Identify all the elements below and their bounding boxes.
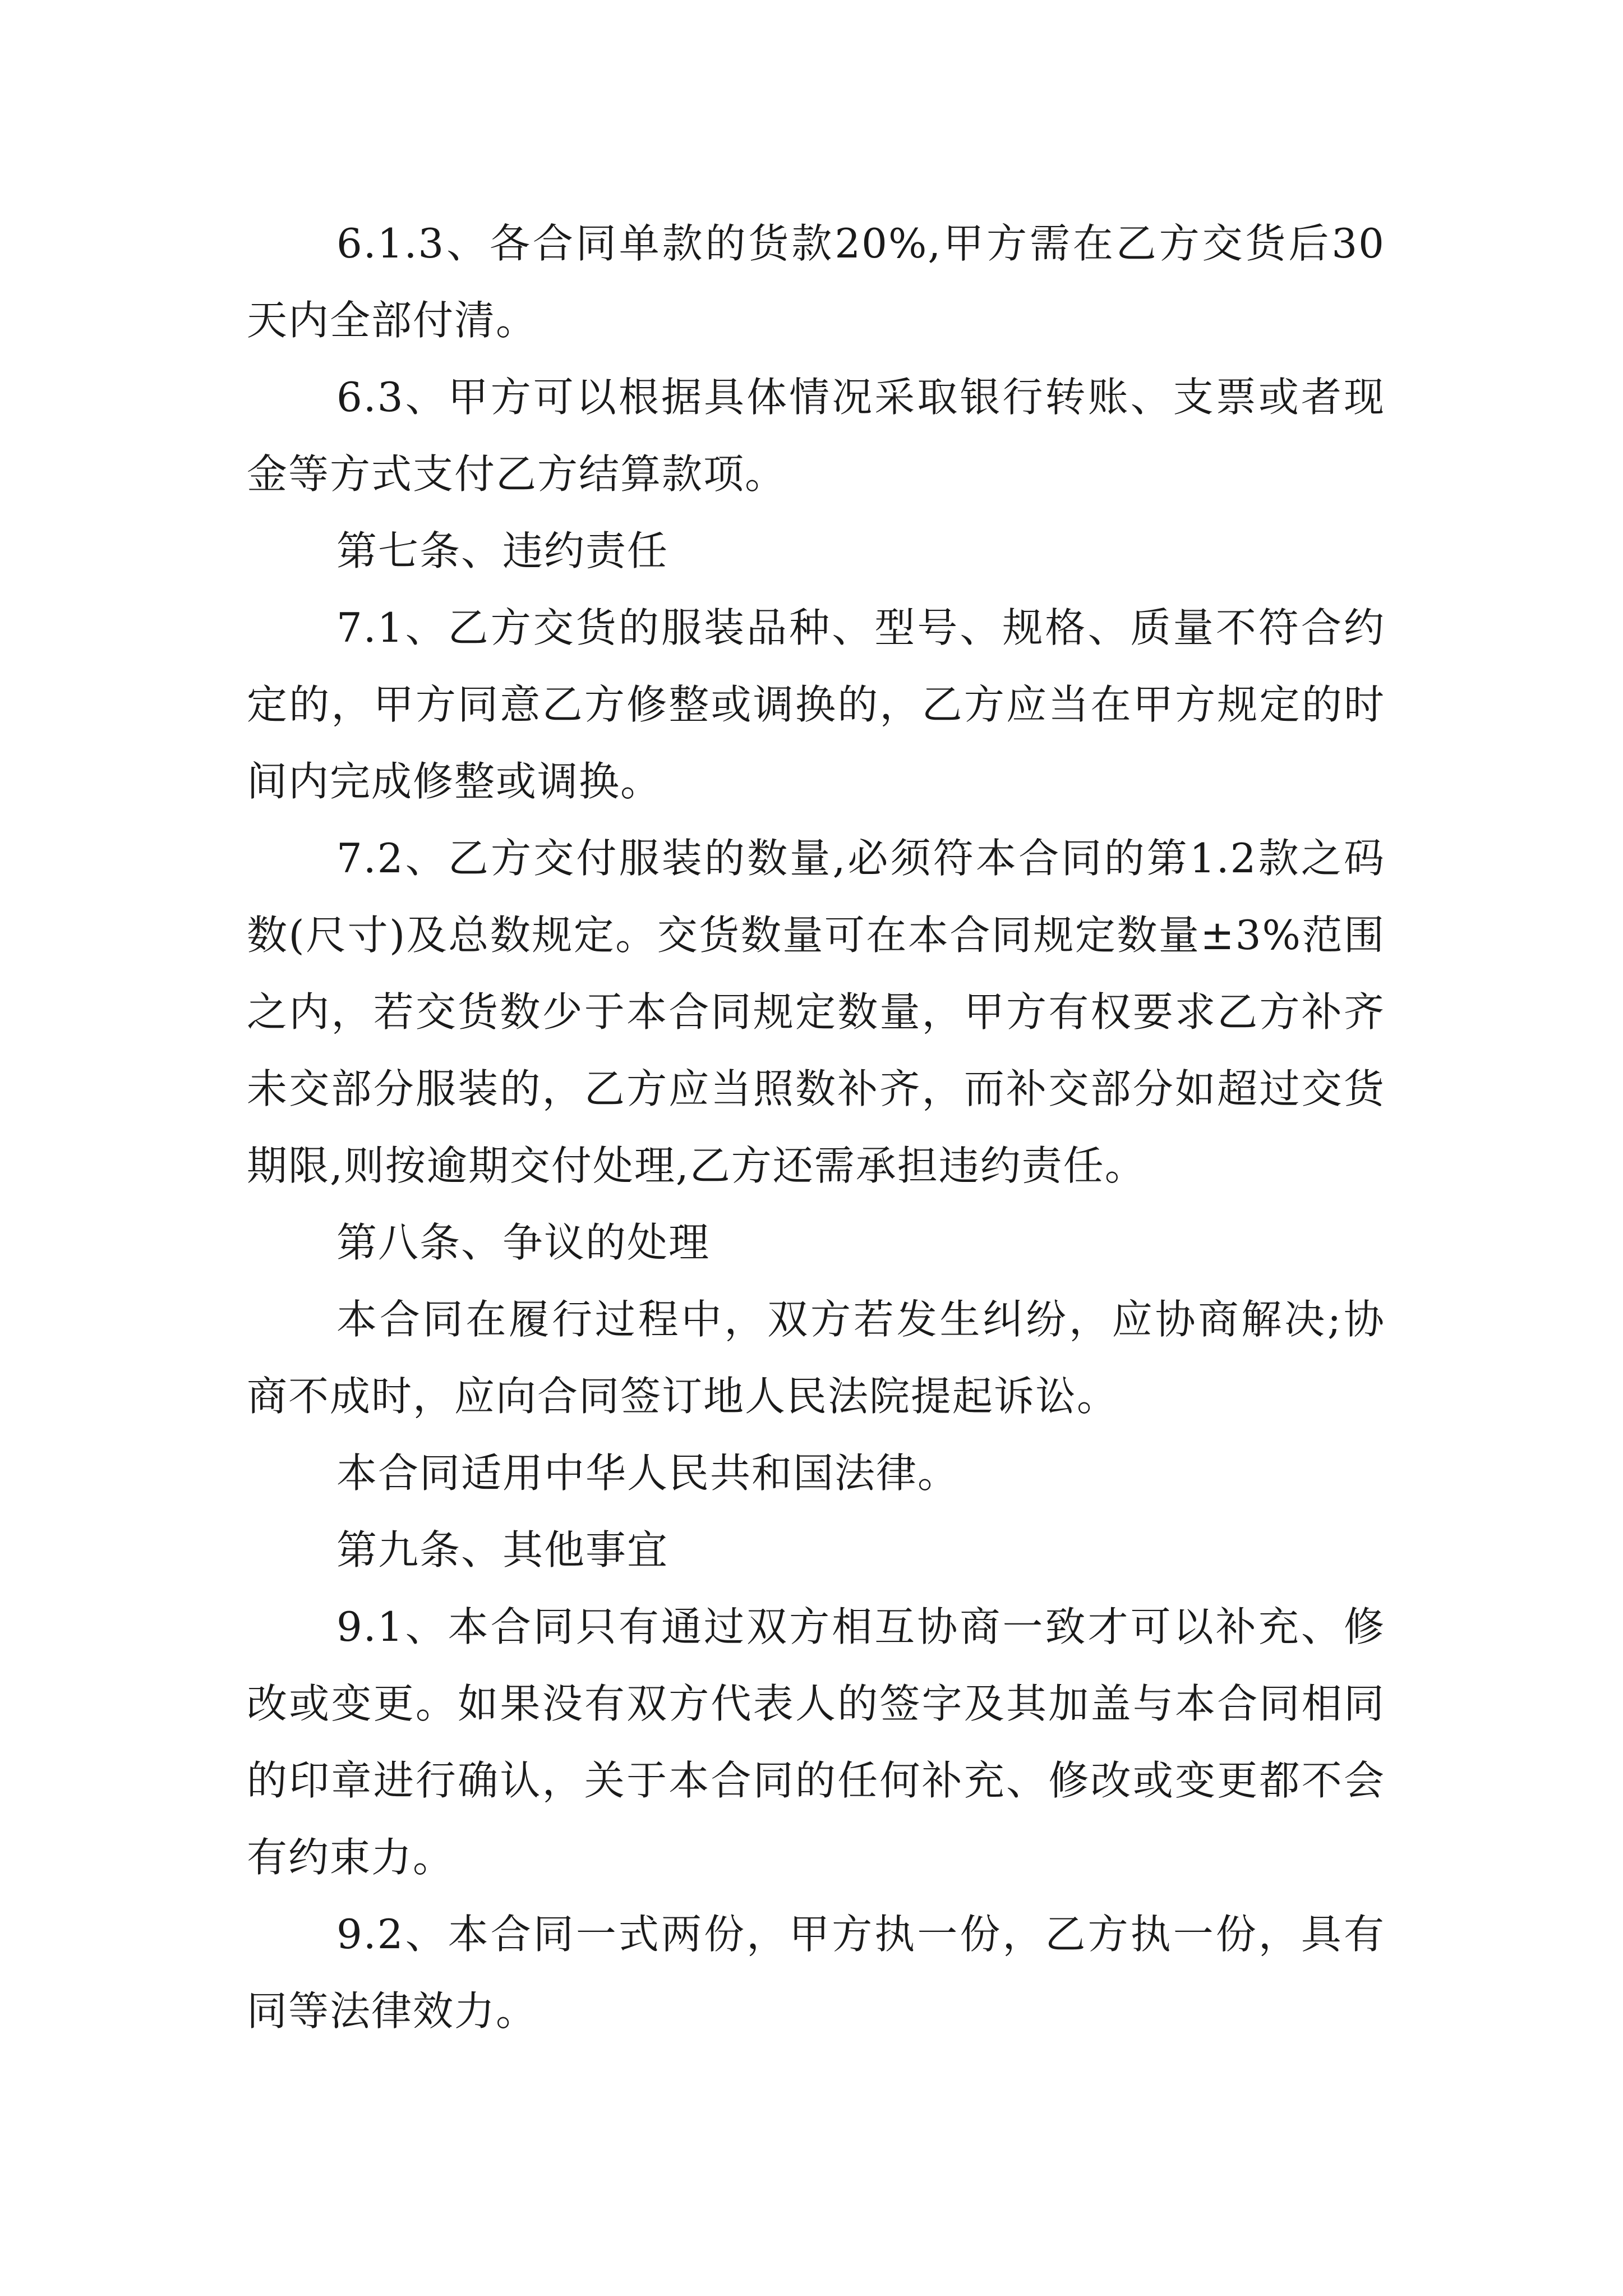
clause-6-3: 6.3、甲方可以根据具体情况采取银行转账、支票或者现金等方式支付乙方结算款项。 <box>247 374 1385 498</box>
clause-9-1: 9.1、本合同只有通过双方相互协商一致才可以补充、修改或变更。如果没有双方代表人的签字及其加盖与本合同相同的印章进行确认，关于本合同的任何补充、修改或变更都不会有约束力。 <box>247 1603 1385 1881</box>
contract-body <box>247 205 1385 2050</box>
governing-law-paragraph: 本合同适用中华人民共和国法律。 <box>336 1450 960 1497</box>
clause-9-2: 9.2、本合同一式两份，甲方执一份，乙方执一份，具有同等法律效力。 <box>247 1911 1385 2035</box>
clause-7-1: 7.1、乙方交货的服装品种、型号、规格、质量不符合约定的，甲方同意乙方修整或调换的，乙方应当在甲方规定的时间内完成修整或调换。 <box>247 604 1385 805</box>
article-9-heading: 第九条、其他事宜 <box>336 1526 669 1573</box>
dispute-resolution-paragraph: 本合同在履行过程中，双方若发生纠纷，应协商解决;协商不成时，应向合同签订地人民法院提起诉讼。 <box>247 1296 1385 1420</box>
article-8-heading: 第八条、争议的处理 <box>336 1219 711 1266</box>
article-7-heading: 第七条、违约责任 <box>336 527 669 574</box>
clause-6-1-3: 6.1.3、各合同单款的货款20%,甲方需在乙方交货后30天内全部付清。 <box>247 220 1385 344</box>
clause-7-2: 7.2、乙方交付服装的数量,必须符本合同的第1.2款之码数(尺寸)及总数规定。交货数量可在本合同规定数量±3%范围之内，若交货数少于本合同规定数量，甲方有权要求乙方补齐未交部分服装的，乙方应当照数补齐，而补交部分如超过交货期限,则按逾期交付处理,乙方还需承担违约责任。 <box>247 835 1385 1189</box>
